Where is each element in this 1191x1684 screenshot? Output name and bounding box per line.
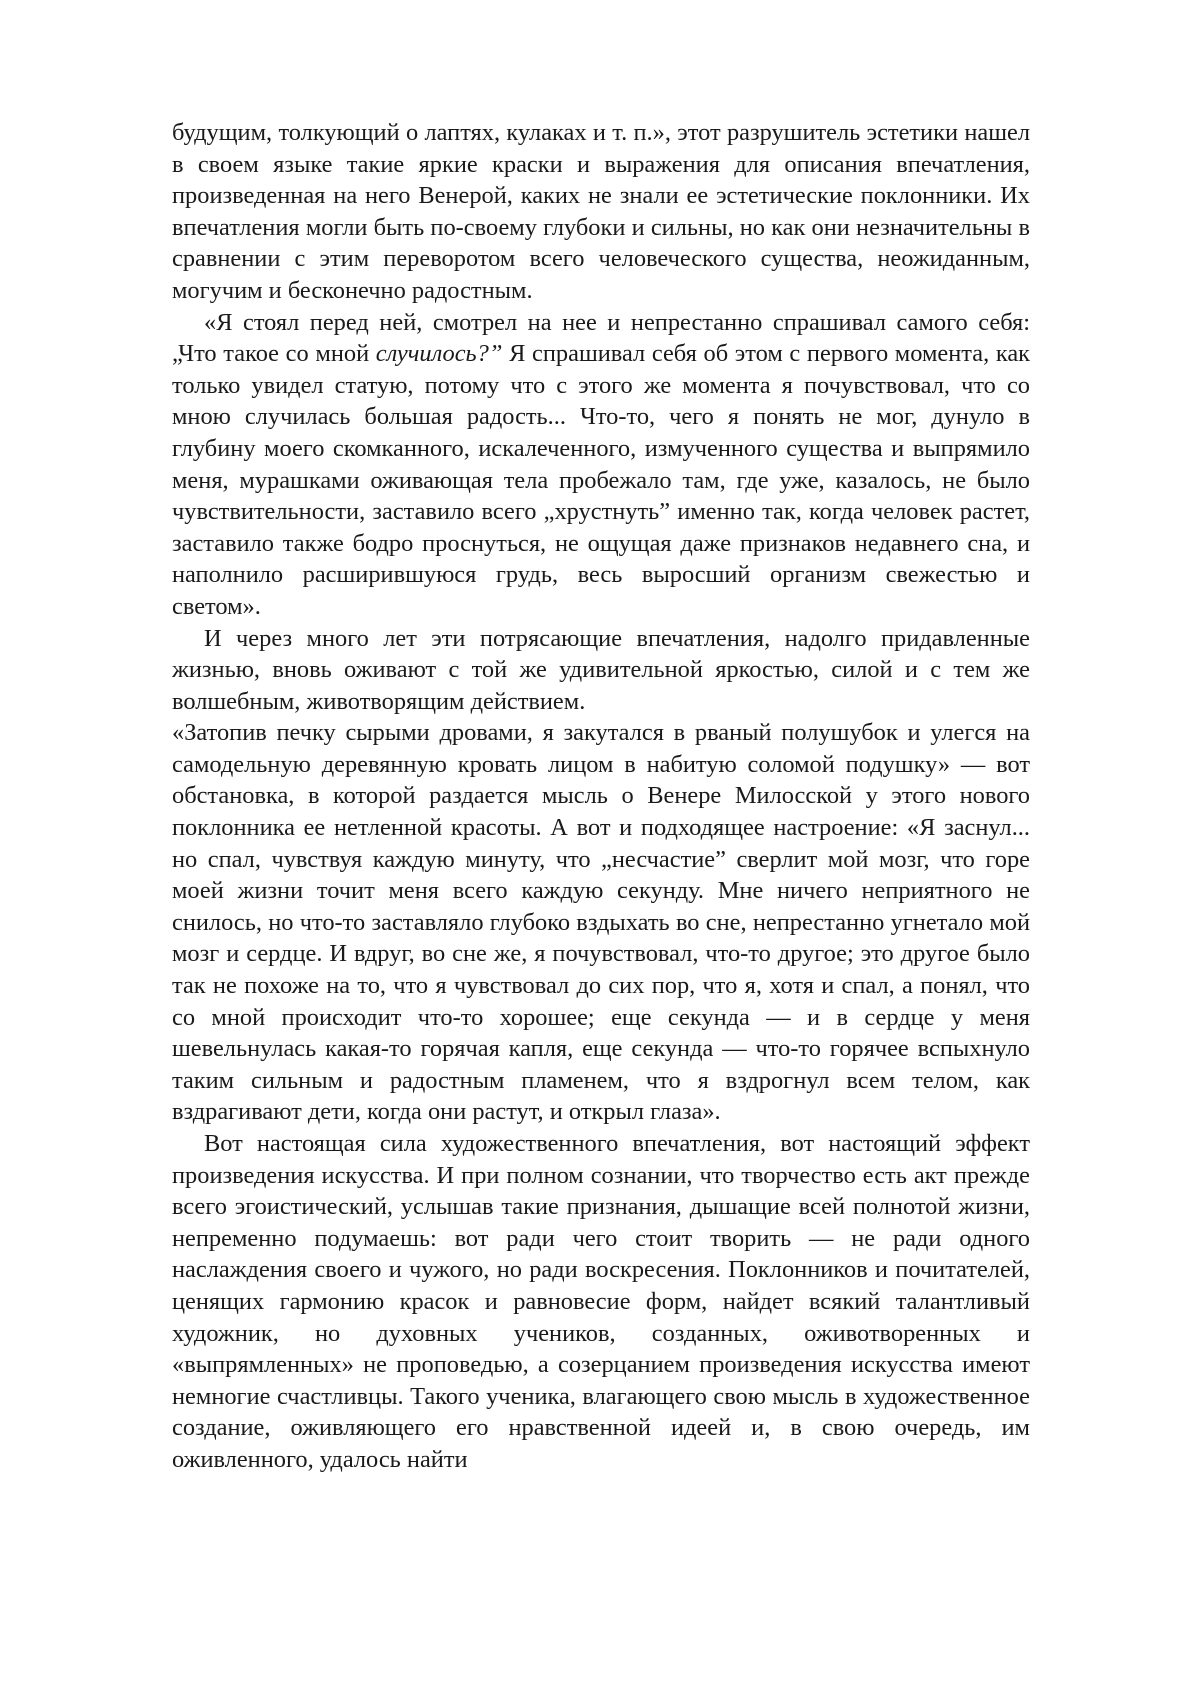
paragraph-1: будущим, толкующий о лаптях, кулаках и т. п.», этот разрушитель эстетики нашел в своем языке такие яркие краски и выражения для описания впечатления, произведенная на него Венерой, каких не знали ее эстетические поклонники. Их впечатления могли быть по-своему глубоки и сильны, но как они незначительны в сравнении с этим переворотом всего человеческого существа, неожиданным, могучим и бесконечно радостным. [172,119,1030,304]
paragraph-4: «Затопив печку сырыми дровами, я закутался в рваный полушубок и улегся на самодельную деревянную кровать лицом в набитую соломой подушку» — вот обстановка, в которой раздается мысль о Венере Милосской у этого нового поклонника ее нетленной красоты. А вот и подходящее настроение: «Я заснул... но спал, чувствуя каждую минуту, что „несчастие” сверлит мой мозг, что горе моей жизни точит меня всего каждую секунду. Мне ничего неприятного не снилось, но что-то заставляло глубоко вздыхать во сне, непрестанно угнетало мой мозг и сердце. И вдруг, во сне же, я почувствовал, что-то другое; это другое было так не похоже на то, что я чувствовал до сих пор, что я, хотя и спал, а понял, что со мной происходит что-то хорошее; еще секунда — и в сердце у меня шевельнулась какая-то горячая капля, еще секунда — что-то горячее вспыхнуло таким сильным и радостным пламенем, что я вздрогнул всем телом, как вздрагивают дети, когда они растут, и открыл глаза». [172,719,1030,1126]
paragraph-2-text-after: Я спрашивал себя об этом с первого момента, как только увидел статую, потому что с этого же момента я почувствовал, что со мною случилась большая радость... Что-то, чего я понять не мог, дунуло в глубину моего скомканного, искалеченного, измученного существа и выпрямило меня, мурашками оживающая тела пробежало там, где уже, казалось, не было чувствительности, заставило всего „хрустнуть” именно так, когда человек растет, заставило также бодро проснуться, не ощущая даже признаков недавнего сна, и наполнило расширившуюся грудь, весь выросший организм свежестью и светом». [172,340,1030,620]
document-page [172,117,1030,1476]
paragraph-2-text-before: «Я стоял перед ней, смотрел на нее и непрестанно спрашивал самого себя: „Что такое со мной [172,308,1030,368]
paragraph-2-italic-text: случилось?” [375,340,503,368]
paragraph-2 [172,307,1030,623]
paragraph-3: И через много лет эти потрясающие впечатления, надолго придавленные жизнью, вновь оживают с той же удивительной яркостью, силой и с тем же волшебным, животворящим действием. [172,624,1030,715]
paragraph-5: Вот настоящая сила художественного впечатления, вот настоящий эффект произведения искусства. И при полном сознании, что творчество есть акт прежде всего эгоистический, услышав такие признания, дышащие всей полнотой жизни, непременно подумаешь: вот ради чего стоит творить — не ради одного наслаждения своего и чужого, но ради воскресения. Поклонников и почитателей, ценящих гармонию красок и равновесие форм, найдет всякий талантливый художник, но духовных учеников, созданных, оживотворенных и «выпрямленных» не проповедью, а созерцанием произведения искусства имеют немногие счастливцы. Такого ученика, влагающего свою мысль в художественное создание, оживляющего его нравственной идеей и, в свою очередь, им оживленного, удалось найти [172,1130,1030,1473]
